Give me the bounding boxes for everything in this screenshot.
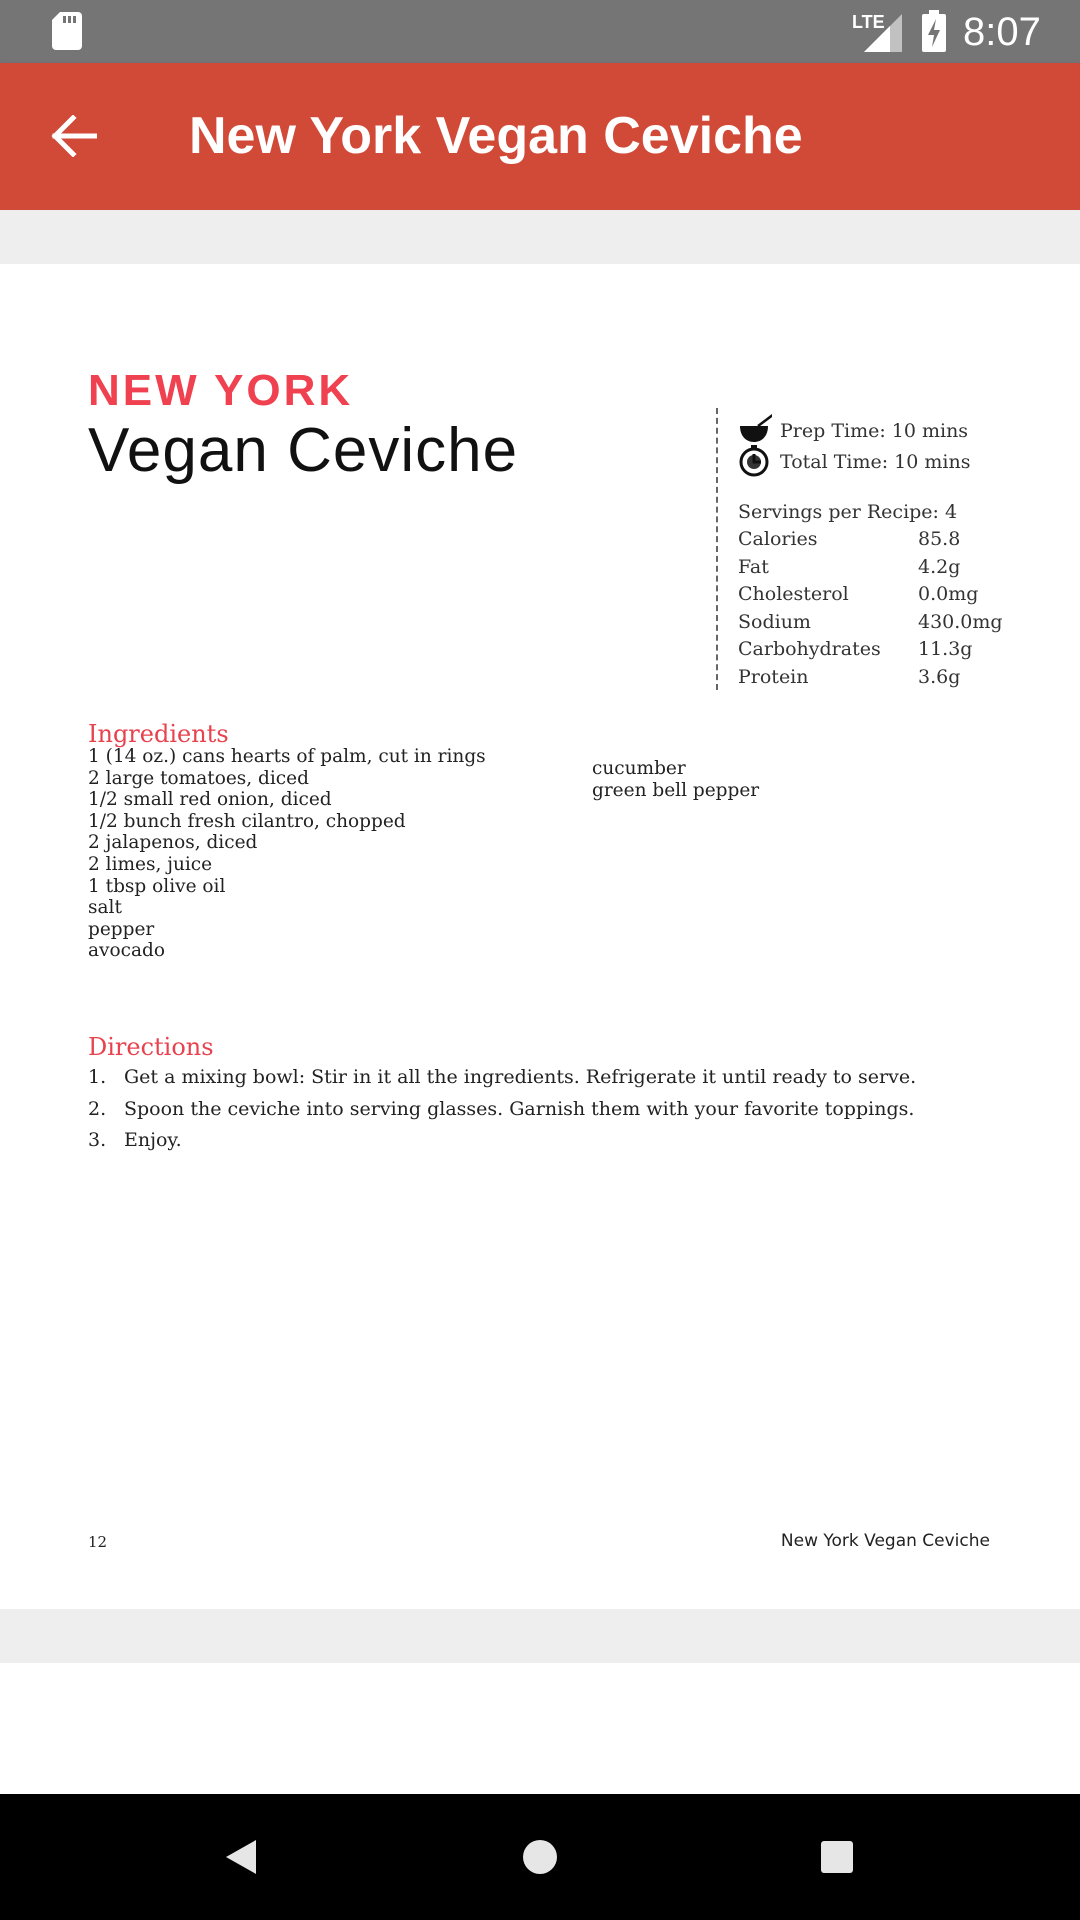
prep-time: Prep Time: 10 mins bbox=[780, 420, 969, 442]
ingredients-list-col2 bbox=[592, 758, 759, 802]
nutrition-label: Cholesterol bbox=[738, 583, 849, 605]
app-bar bbox=[0, 63, 1080, 210]
ingredient-item: 2 large tomatoes, diced bbox=[88, 767, 309, 789]
total-time: Total Time: 10 mins bbox=[780, 451, 971, 473]
step-text: Enjoy. bbox=[124, 1129, 182, 1151]
ingredient-item: pepper bbox=[88, 918, 155, 940]
nutrition-value: 3.6g bbox=[918, 665, 961, 688]
nutrition-value: 4.2g bbox=[918, 555, 961, 578]
directions-heading: Directions bbox=[88, 1033, 214, 1061]
ingredient-item: 2 limes, juice bbox=[88, 853, 213, 875]
document-page[interactable] bbox=[0, 264, 1080, 1609]
recents-square-icon bbox=[819, 1839, 855, 1875]
ingredient-item: 1 tbsp olive oil bbox=[88, 875, 226, 897]
ingredient-item: avocado bbox=[88, 940, 165, 962]
recipe-dish: Vegan Ceviche bbox=[88, 416, 519, 485]
nutrition-table bbox=[738, 528, 1028, 693]
nutrition-label: Sodium bbox=[738, 610, 811, 633]
nav-back-button[interactable] bbox=[216, 1832, 266, 1882]
timer-icon bbox=[738, 445, 772, 477]
step-number: 3. bbox=[88, 1129, 107, 1151]
ingredient-item: 1/2 small red onion, diced bbox=[88, 789, 332, 811]
back-triangle-icon bbox=[224, 1838, 258, 1876]
back-button[interactable] bbox=[36, 98, 112, 174]
nutrition-row bbox=[738, 611, 1028, 639]
clock: 8:07 bbox=[963, 10, 1041, 54]
battery-charging-icon bbox=[922, 10, 946, 52]
nutrition-label: Fat bbox=[738, 555, 769, 578]
page-gap bbox=[0, 1609, 1080, 1663]
sd-card-icon bbox=[52, 12, 82, 50]
nutrition-label: Protein bbox=[738, 665, 809, 688]
step-number: 2. bbox=[88, 1097, 107, 1120]
nav-recents-button[interactable] bbox=[812, 1832, 862, 1882]
nutrition-row bbox=[738, 583, 1028, 611]
ingredient-item: salt bbox=[88, 897, 122, 919]
arrow-back-icon bbox=[51, 115, 97, 157]
nutrition-value: 85.8 bbox=[918, 528, 961, 550]
nutrition-row bbox=[738, 666, 1028, 694]
nutrition-label: Calories bbox=[738, 528, 818, 550]
nutrition-value: 0.0mg bbox=[918, 583, 979, 605]
recipe-city: NEW YORK bbox=[88, 366, 354, 415]
home-circle-icon bbox=[520, 1837, 560, 1877]
step-text: Spoon the ceviche into serving glasses. Garnish them with your favorite toppings. bbox=[124, 1097, 915, 1120]
lte-signal-icon: LTE bbox=[852, 12, 902, 52]
bowl-icon bbox=[738, 414, 772, 446]
nutrition-value: 430.0mg bbox=[918, 610, 1003, 633]
nutrition-row bbox=[738, 556, 1028, 584]
page-gap bbox=[0, 210, 1080, 264]
nutrition-label: Carbohydrates bbox=[738, 638, 881, 660]
ingredient-item: 2 jalapenos, diced bbox=[88, 832, 258, 854]
ingredient-item: green bell pepper bbox=[592, 780, 760, 801]
footer-title: New York Vegan Ceviche bbox=[780, 1531, 990, 1551]
ingredient-item: 1 (14 oz.) cans hearts of palm, cut in rings bbox=[88, 746, 486, 767]
ingredient-item: cucumber bbox=[592, 758, 686, 779]
navigation-bar bbox=[0, 1794, 1080, 1920]
nutrition-row bbox=[738, 638, 1028, 666]
recipe-info-panel bbox=[716, 408, 1018, 690]
step-text: Get a mixing bowl: Stir in it all the ingredients. Refrigerate it until ready to serve. bbox=[124, 1066, 917, 1088]
ingredients-list bbox=[88, 746, 486, 962]
nav-home-button[interactable] bbox=[515, 1832, 565, 1882]
step-number: 1. bbox=[88, 1066, 107, 1088]
ingredient-item: 1/2 bunch fresh cilantro, chopped bbox=[88, 810, 406, 832]
page-number: 12 bbox=[88, 1533, 108, 1551]
ingredients-heading: Ingredients bbox=[88, 720, 229, 748]
status-bar bbox=[0, 0, 1080, 63]
servings: Servings per Recipe: 4 bbox=[738, 501, 958, 523]
nutrition-row bbox=[738, 528, 1028, 556]
nutrition-value: 11.3g bbox=[918, 638, 973, 660]
page-title: New York Vegan Ceviche bbox=[189, 107, 803, 165]
